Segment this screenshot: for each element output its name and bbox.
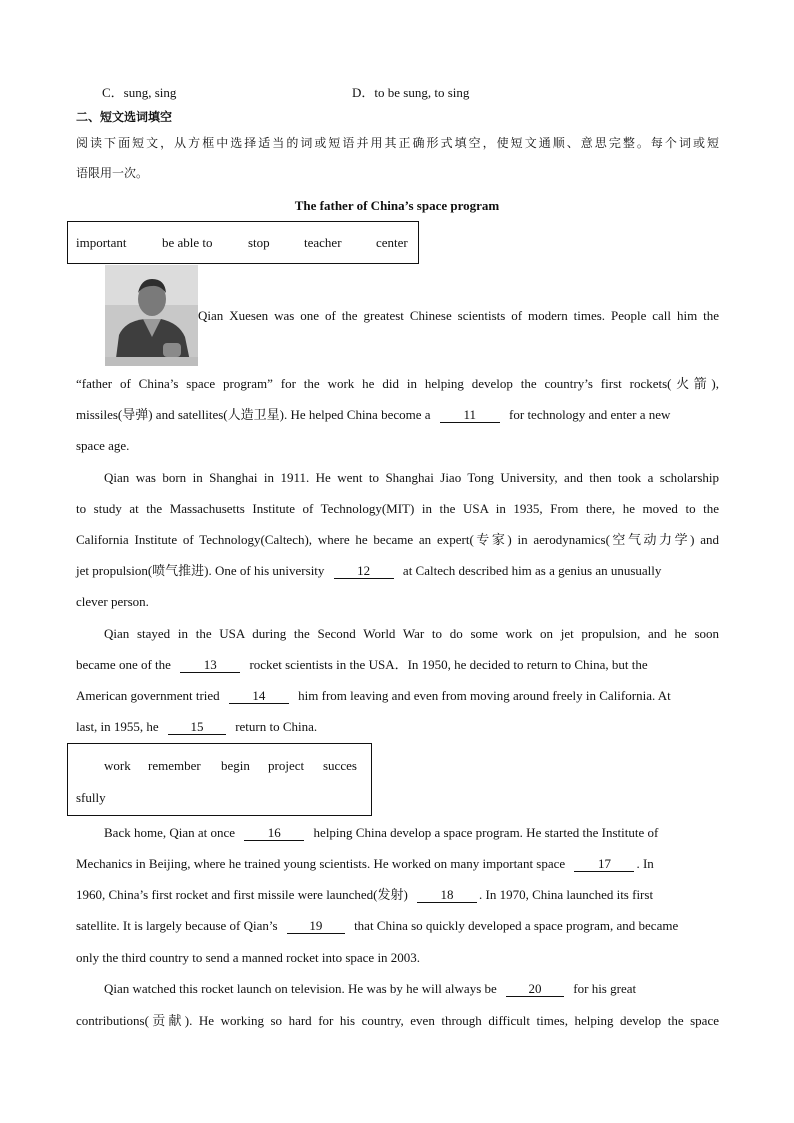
instruction-line-2: 语限用一次。	[76, 166, 149, 180]
passage-title: The father of China’s space program	[294, 198, 500, 213]
p4-line-1-end: helping China develop a space program. He started the Institute of	[313, 825, 659, 840]
word-box-1-item: important	[76, 235, 127, 250]
p1-line-3-end: for technology and enter a new	[509, 407, 671, 422]
p1-line-3	[76, 405, 719, 425]
word-box-1-item: teacher	[304, 235, 342, 250]
p1-line-4: space age.	[76, 438, 130, 453]
word-box-2-item: remember	[148, 758, 201, 773]
word-box-2-item: work	[104, 758, 131, 773]
p2-line-4	[76, 561, 719, 581]
word-box-1-item: stop	[248, 235, 270, 250]
p2-line-1: Qian was born in Shanghai in 1911. He went to Shanghai Jiao Tong University, and then took a scholarship	[104, 470, 719, 485]
p2-line-4-start: jet propulsion(喷气推进). One of his university	[76, 563, 325, 578]
p4-line-4-start: satellite. It is largely because of Qian’s	[76, 918, 278, 933]
p4-line-2	[76, 854, 719, 874]
p3-line-2-end: rocket scientists in the USA．In 1950, he decided to return to China, but the	[249, 657, 648, 672]
p4-line-2-start: Mechanics in Beijing, where he trained young scientists. He worked on many important space	[76, 856, 566, 871]
p5-line-1-end: for his great	[573, 981, 637, 996]
p4-line-4-end: that China so quickly developed a space program, and became	[354, 918, 679, 933]
p3-line-4	[76, 717, 719, 737]
p4-line-1	[104, 823, 719, 843]
word-box-2	[67, 743, 372, 816]
p3-line-1: Qian stayed in the USA during the Second World War to do some work on jet propulsion, and he soon	[104, 626, 719, 641]
p5-line-1-start: Qian watched this rocket launch on television. He was by he will always be	[104, 981, 497, 996]
p4-line-5: only the third country to send a manned rocket into space in 2003.	[76, 950, 421, 965]
blank-19[interactable]: 19	[287, 919, 345, 934]
blank-13[interactable]: 13	[180, 658, 240, 673]
p3-line-3-start: American government tried	[76, 688, 220, 703]
p4-line-3-start: 1960, China’s first rocket and first missile were launched(发射)	[76, 887, 408, 902]
p3-line-3-end: him from leaving and even from moving around freely in California. At	[298, 688, 671, 703]
blank-20[interactable]: 20	[506, 982, 564, 997]
option-d: D．to be sung, to sing	[352, 85, 470, 100]
word-box-1	[67, 221, 419, 264]
blank-18[interactable]: 18	[417, 888, 477, 903]
p2-line-3: California Institute of Technology(Caltech), where he became an expert(专家) in aerodynamics(空气动力学) and	[76, 532, 719, 547]
p4-line-2-end: . In	[636, 856, 654, 871]
p3-line-4-end: return to China.	[235, 719, 318, 734]
instruction-line-1: 阅读下面短文，从方框中选择适当的词或短语并用其正确形式填空，使短文通顺、意思完整。每个词或短	[76, 136, 719, 150]
blank-17[interactable]: 17	[574, 857, 634, 872]
p5-line-2: contributions(贡献). He working so hard for his country, even through difficult times, helping develop the space	[76, 1013, 719, 1028]
word-box-2-item: project	[268, 758, 305, 773]
p4-line-3	[76, 885, 719, 905]
word-box-1-item: center	[376, 235, 408, 250]
p4-line-3-end: . In 1970, China launched its first	[479, 887, 654, 902]
p1-line-1: Qian Xuesen was one of the greatest Chinese scientists of modern times. People call him the	[198, 308, 719, 323]
p4-line-1-start: Back home, Qian at once	[104, 825, 236, 840]
p1-line-2: “father of China’s space program” for the work he did in helping develop the country’s first rockets(火箭),	[76, 376, 719, 391]
blank-12[interactable]: 12	[334, 564, 394, 579]
blank-14[interactable]: 14	[229, 689, 289, 704]
p2-line-4-end: at Caltech described him as a genius an unusually	[402, 563, 662, 578]
blank-16[interactable]: 16	[244, 826, 304, 841]
p2-line-5: clever person.	[76, 594, 149, 609]
p3-line-3	[76, 686, 719, 706]
word-box-1-item: be able to	[162, 235, 213, 250]
p3-line-2-start: became one of the	[76, 657, 171, 672]
p5-line-1	[104, 979, 719, 999]
p1-line-3-start: missiles(导弹) and satellites(人造卫星). He helped China become a	[76, 407, 431, 422]
word-box-2-item: begin	[221, 758, 250, 773]
p3-line-2	[76, 655, 719, 675]
p4-line-4	[76, 916, 719, 936]
p3-line-4-start: last, in 1955, he	[76, 719, 159, 734]
option-c: C．sung, sing	[102, 85, 177, 100]
word-box-2-item-wrap: sfully	[76, 790, 106, 805]
section-heading: 二、短文选词填空	[76, 110, 173, 124]
blank-11[interactable]: 11	[440, 408, 500, 423]
portrait-photo	[105, 265, 198, 366]
p2-line-2: to study at the Massachusetts Institute of Technology(MIT) in the USA in 1935, From there, he moved to the	[76, 501, 719, 516]
word-box-2-item: succes	[323, 758, 357, 773]
blank-15[interactable]: 15	[168, 720, 226, 735]
